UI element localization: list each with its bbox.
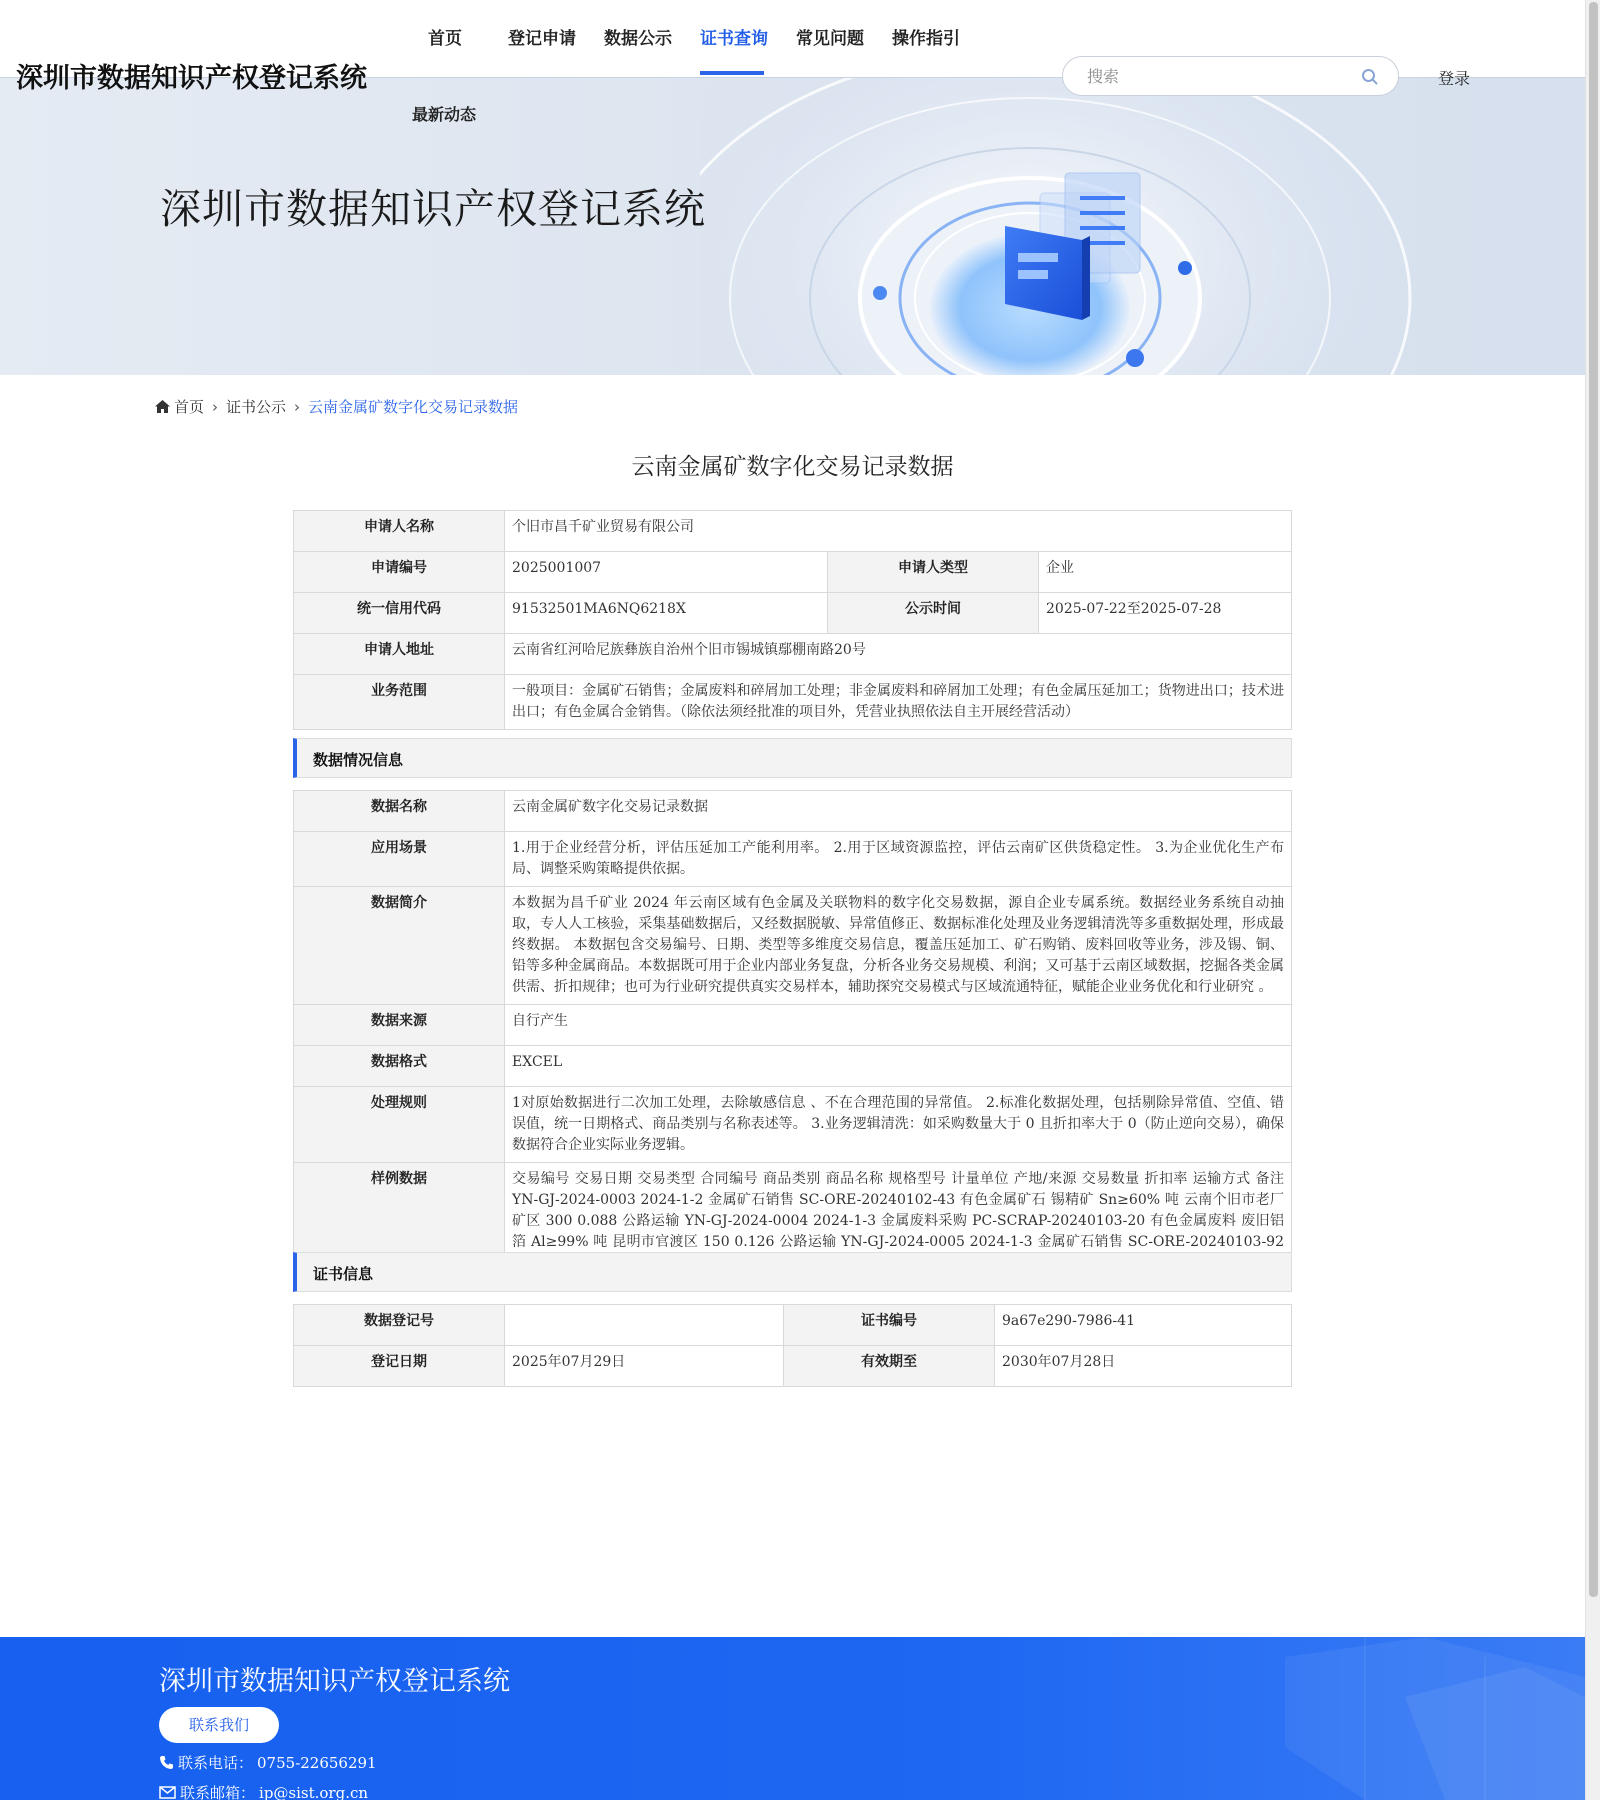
credit-code-label: 统一信用代码 [294,593,505,634]
applicant-name-label: 申请人名称 [294,511,505,552]
sample-label: 样例数据 [294,1163,505,1281]
data-name-label: 数据名称 [294,791,505,832]
nav-cert-query[interactable]: 证书查询 [700,29,768,49]
breadcrumb-current[interactable]: 云南金属矿数字化交易记录数据 [308,398,519,416]
search-input[interactable] [1087,65,1347,87]
data-info-heading: 数据情况信息 [293,738,1292,778]
rules-value: 1对原始数据进行二次加工处理，去除敏感信息 、不在合理范围的异常值。 2.标准化数据处理，包括剔除异常值、空值、错误值，统一日期格式、商品类别与名称表述等。 3.业务逻辑清洗：如采购数量大于 0 且折扣率大于 0（防止逆向交易），确保数据符合企业实际业务逻辑。 [505,1087,1292,1163]
page-title: 云南金属矿数字化交易记录数据 [631,454,954,480]
nav-data-public[interactable]: 数据公示 [604,29,672,49]
login-link[interactable]: 登录 [1438,69,1471,88]
breadcrumb-separator: › [294,397,301,416]
business-scope-label: 业务范围 [294,675,505,730]
applicant-table [293,510,1292,730]
home-icon [155,400,170,413]
sample-value: 交易编号 交易日期 交易类型 合同编号 商品类别 商品名称 规格型号 计量单位 产地/来源 交易数量 折扣率 运输方式 备注 YN-GJ-2024-0003 2024-1-2 金属矿石销售 SC-ORE-20240102-43 有色金属矿石 锡精矿 Sn≥60% 吨 云南个旧市老厂矿区 300 0.088 公路运输 YN-GJ-2024-0004 2024-1-3 金属废料采购 PC-SCRAP-20240103-20 有色金属废料 废旧铝箔 Al≥99% 吨 昆明市官渡区 150 0.126 公路运输 YN-GJ-2024-0005 2024-1-3 金属矿石销售 SC-ORE-20240103-92 [505,1163,1292,1281]
breadcrumb-separator: › [212,397,219,416]
source-value: 自行产生 [505,1005,1292,1046]
email-label: 联系邮箱： [180,1784,256,1800]
applicant-type-label: 申请人类型 [828,552,1039,593]
footer-phone [159,1752,377,1773]
cert-info-heading: 证书信息 [293,1252,1292,1292]
source-label: 数据来源 [294,1005,505,1046]
cert-no: 9a67e290-7986-41 [995,1305,1292,1346]
footer-decoration [1165,1637,1585,1800]
format-label: 数据格式 [294,1046,505,1087]
breadcrumb [155,396,518,417]
breadcrumb-parent[interactable]: 证书公示 [226,398,287,416]
nav-active-indicator [700,71,764,75]
search-icon[interactable] [1360,67,1380,87]
format-value: EXCEL [505,1046,1292,1087]
reg-no-label: 数据登记号 [294,1305,505,1346]
applicant-type: 企业 [1039,552,1292,593]
phone-label: 联系电话： [178,1754,254,1772]
applicant-address-label: 申请人地址 [294,634,505,675]
reg-no [505,1305,784,1346]
nav-faq[interactable]: 常见问题 [796,29,864,49]
reg-date-label: 登记日期 [294,1346,505,1387]
applicant-address: 云南省红河哈尼族彝族自治州个旧市锡城镇鄢棚南路20号 [505,634,1292,675]
business-scope: 一般项目：金属矿石销售；金属废料和碎屑加工处理；非金属废料和碎屑加工处理；有色金属压延加工；货物进出口；技术进出口；有色金属合金销售。（除依法须经批准的项目外，凭营业执照依法自主开展经营活动） [505,675,1292,730]
reg-date: 2025年07月29日 [505,1346,784,1387]
data-info-table [293,790,1292,1281]
phone-number[interactable]: 0755-22656291 [257,1753,377,1772]
phone-icon [159,1755,174,1770]
rules-label: 处理规则 [294,1087,505,1163]
application-no: 2025001007 [505,552,828,593]
intro-label: 数据简介 [294,887,505,1005]
nav-register[interactable]: 登记申请 [508,29,576,49]
publicity-period: 2025-07-22至2025-07-28 [1039,593,1292,634]
valid-until-label: 有效期至 [784,1346,995,1387]
hero-banner [0,77,1585,375]
site-title: 深圳市数据知识产权登记系统 [16,63,367,94]
mail-icon [159,1786,176,1799]
footer-title: 深圳市数据知识产权登记系统 [159,1666,510,1697]
data-name-value: 云南金属矿数字化交易记录数据 [505,791,1292,832]
nav-news[interactable]: 最新动态 [412,105,477,124]
nav-home[interactable]: 首页 [428,29,462,49]
breadcrumb-home[interactable]: 首页 [174,398,205,416]
contact-us-button[interactable]: 联系我们 [159,1707,279,1743]
applicant-name: 个旧市昌千矿业贸易有限公司 [505,511,1292,552]
credit-code: 91532501MA6NQ6218X [505,593,828,634]
valid-until: 2030年07月28日 [995,1346,1292,1387]
scrollbar-thumb[interactable] [1589,2,1598,1597]
email-address[interactable]: ip@sist.org.cn [259,1783,369,1800]
cert-no-label: 证书编号 [784,1305,995,1346]
application-no-label: 申请编号 [294,552,505,593]
footer [0,1637,1585,1800]
publicity-period-label: 公示时间 [828,593,1039,634]
footer-email [159,1782,368,1800]
banner-title: 深圳市数据知识产权登记系统 [160,185,706,233]
search-box[interactable] [1062,56,1399,96]
banner-illustration [700,77,1580,375]
scrollbar[interactable] [1585,0,1600,1800]
scenario-value: 1.用于企业经营分析，评估压延加工产能利用率。 2.用于区域资源监控，评估云南矿区供货稳定性。 3.为企业优化生产布局、调整采购策略提供依据。 [505,832,1292,887]
cert-info-table [293,1304,1292,1387]
scenario-label: 应用场景 [294,832,505,887]
intro-value: 本数据为昌千矿业 2024 年云南区域有色金属及关联物料的数字化交易数据，源自企业专属系统。数据经业务系统自动抽取，专人人工核验，采集基础数据后，又经数据脱敏、异常值修正、数据标准化处理及业务逻辑清洗等多重数据处理，形成最终数据。 本数据包含交易编号、日期、类型等多维度交易信息，覆盖压延加工、矿石购销、废料回收等业务，涉及锡、铜、铅等多种金属商品。本数据既可用于企业内部业务复盘，分析各业务交易规模、利润；又可基于云南区域数据，挖掘各类金属供需、折扣规律；也可为行业研究提供真实交易样本，辅助探究交易模式与区域流通特征，赋能企业业务优化和行业研究 。 [505,887,1292,1005]
nav-guide[interactable]: 操作指引 [892,29,960,49]
